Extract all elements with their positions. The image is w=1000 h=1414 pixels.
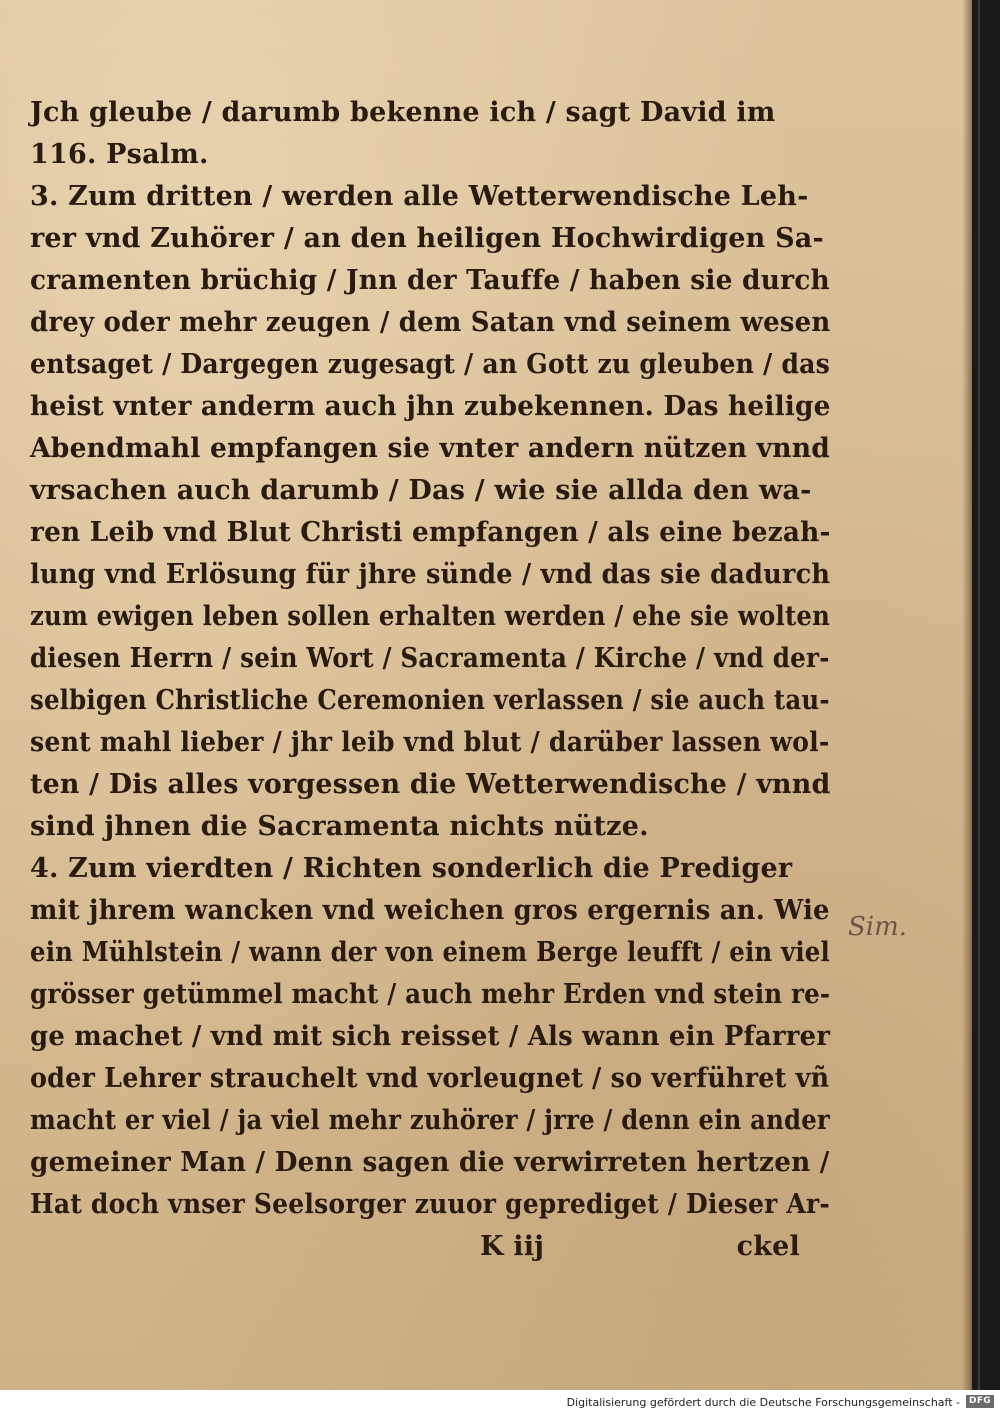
signature-mark: K iij: [480, 1231, 545, 1262]
text-line: rer vnd Zuhörer / an den heiligen Hochwirdigen Sa-: [30, 223, 824, 254]
text-line: zum ewigen leben sollen erhalten werden / ehe sie wolten: [30, 601, 831, 632]
signature-line: [30, 1226, 830, 1268]
text-line: entsaget / Dargegen zugesagt / an Gott zu gleuben / das: [30, 349, 830, 380]
text-line: macht er viel / ja viel mehr zuhörer / jrre / denn ein ander: [30, 1105, 830, 1136]
catchword: ckel: [736, 1231, 800, 1262]
page-text-block: [30, 92, 830, 1268]
text-line: drey oder mehr zeugen / dem Satan vnd seinem wesen: [30, 307, 831, 338]
funding-credit: Digitalisierung gefördert durch die Deutsche Forschungsgemeinschaft -: [566, 1396, 960, 1409]
footer-bar: [0, 1390, 1000, 1414]
text-line: ein Mühlstein / wann der von einem Berge leufft / ein viel: [30, 937, 830, 968]
text-line: vrsachen auch darumb / Das / wie sie allda den wa-: [30, 475, 812, 506]
text-line: Abendmahl empfangen sie vnter andern nützen vnnd: [30, 433, 831, 464]
text-line: Hat doch vnser Seelsorger zuuor geprediget / Dieser Ar-: [30, 1189, 830, 1220]
page-edge-shadow: [962, 0, 972, 1390]
text-line: ren Leib vnd Blut Christi empfangen / als eine bezah-: [30, 517, 831, 548]
text-line: 4. Zum vierdten / Richten sonderlich die Prediger: [30, 853, 793, 884]
margin-annotation: Sim.: [848, 912, 908, 942]
text-line: heist vnter anderm auch jhn zubekennen. Das heilige: [30, 391, 831, 422]
text-line: Jch gleube / darumb bekenne ich / sagt David im: [30, 97, 776, 128]
text-line: ge machet / vnd mit sich reisset / Als wann ein Pfarrer: [30, 1021, 831, 1052]
text-line: diesen Herrn / sein Wort / Sacramenta / Kirche / vnd der-: [30, 643, 830, 674]
text-line: lung vnd Erlösung für jhre sünde / vnd das sie dadurch: [30, 559, 831, 590]
text-line: cramenten brüchig / Jnn der Tauffe / haben sie durch: [30, 265, 830, 296]
dfg-logo-icon: DFG: [966, 1395, 994, 1408]
text-line: sind jhnen die Sacramenta nichts nütze.: [30, 811, 649, 842]
text-line: 116. Psalm.: [30, 139, 209, 170]
text-line: 3. Zum dritten / werden alle Wetterwendische Leh-: [30, 181, 809, 212]
text-line: oder Lehrer strauchelt vnd vorleugnet / so verführet vñ: [30, 1063, 830, 1094]
text-line: ten / Dis alles vorgessen die Wetterwendische / vnnd: [30, 769, 831, 800]
text-line: selbigen Christliche Ceremonien verlassen / sie auch tau-: [30, 685, 830, 716]
text-line: mit jhrem wancken vnd weichen gros ergernis an. Wie: [30, 895, 830, 926]
text-line: gemeiner Man / Denn sagen die verwirreten hertzen /: [30, 1147, 830, 1178]
text-line: grösser getümmel macht / auch mehr Erden vnd stein re-: [30, 979, 831, 1010]
text-line: sent mahl lieber / jhr leib vnd blut / darüber lassen wol-: [30, 727, 830, 758]
scan-border-strip: [972, 0, 1000, 1390]
